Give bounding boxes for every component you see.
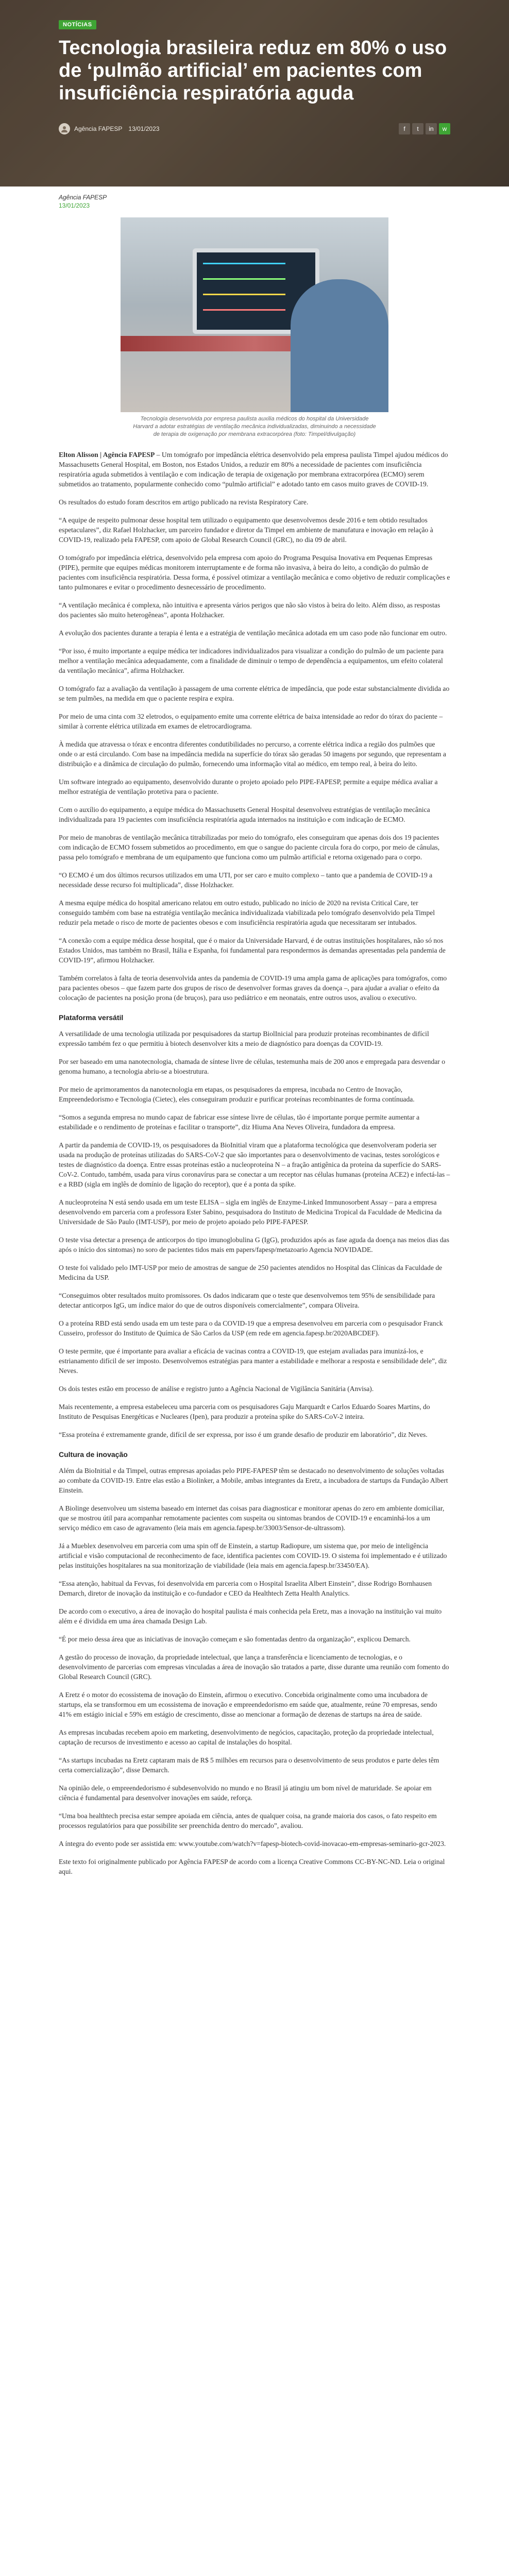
paragraph: Por meio de manobras de ventilação mecânica titrabilizadas por meio do tomógrafo, eles conseguiram que apenas dois dos 19 pacientes com indicação de ECMO fossem submetidos ao procedimento, em que o sangue do paciente circula fora do corpo, por meio de cânulas, passa pelo tomógrafo e membrana de um equipamento que funciona como um pulmão artificial e retorna oxigenado para o corpo. [59,834,440,861]
paragraph: A nucleoproteína N está sendo usada em um teste ELISA – sigla em inglês de Enzyme-Linked Immunosorbent Assay – para a empresa desenvolvendo em parceria com a professora Ester Sabino, pesquisadora do Instituto de Medicina Tropical da Faculdade de Medicina da Universidade de São Paulo (IMT-USP), por meio de projeto apoiado pelo PIPE-FAPESP. [59,1198,442,1226]
clinician-illustration [291,279,388,412]
article-body [59,187,450,1876]
paragraph: Por ser baseado em uma nanotecnologia, chamada de síntese livre de células, testemunha mais de 200 anos e empregada para desvendar o genoma humano, a tecnologia abriu-se a bioestrutura. [59,1058,446,1075]
paragraph: Um software integrado ao equipamento, desenvolvido durante o projeto apoiado pelo PIPE-FAPESP, permite a equipe médica avaliar a melhor estratégia de ventilação protetiva para o paciente. [59,778,438,795]
paragraph: “A ventilação mecânica é complexa, não intuitiva e apresenta vários perigos que não são vistos à beira do leito. Além disso, as respostas dos pacientes são muito heterogêneas”, aponta Holzhacker. [59,601,440,619]
paragraph: A versatilidade de uma tecnologia utilizada por pesquisadores da startup BiolInicial para produzir proteínas recombinantes de difícil expressão também fez o que permitiu à biotech desenvolver kits a meio de diagnóstico para doenças da COVID-19. [59,1030,429,1047]
category-tag[interactable]: NOTÍCIAS [59,20,96,29]
paragraph: A mesma equipe médica do hospital americano relatou em outro estudo, publicado no início de 2020 na revista Critical Care, ter conseguido também com base na estratégia ventilação mecânica individualizada viabilizada pelo tomógrafo desenvolvido pela Timpel reduzir pela metade o risco de morte de pacientes obesos e com insuficiência respiratória aguda que necessitaram ser intubados. [59,899,435,926]
paragraph: A Eretz é o motor do ecossistema de inovação do Einstein, afirmou o executivo. Concebida originalmente como uma incubadora de startups, ela se transformou em um ecossistema de inovação e empreendedorismo em saúde que, atualmente, reúne 70 empresas, sendo 41% em estágio inicial e 59% em estágio de crescimento, disse ao mencionar a formação de dezenas de startups na área de saúde. [59,1691,437,1718]
lead-paragraph [59,450,450,489]
lead-text: – Um tomógrafo por impedância elétrica desenvolvido pela empresa paulista Timpel ajudou médicos do Massachusetts General Hospital, em Boston, nos Estados Unidos, a reduzir em 80% a necessidade de pacientes com insuficiência respiratória aguda submetidos à ventilação e com indicação de terapia de oxigenação por membrana extracorpórea (ECMO) serem submetidos ao tratamento, popularmente conhecido como “pulmão artificial” e adotado tanto em casos muito graves de COVID-19. [59,451,448,488]
paragraph: O a proteína RBD está sendo usada em um teste para o da COVID-19 que a empresa desenvolveu em parceria com o pesquisador Franck Cusseiro, professor do Instituto de Química de São Carlos da USP (em rede em agencia.fapesp.br/2020ABCDEF). [59,1319,443,1337]
figure-caption: Tecnologia desenvolvida por empresa paulista auxilia médicos do hospital da Universidade Harvard a adotar estratégias de ventilação mecânica individualizadas, diminuindo a necessidade de terapia de oxigenação por membrana extracorpórea (foto: Timpel/divulgação) [133,416,376,437]
paragraph: “A conexão com a equipe médica desse hospital, que é o maior da Universidade Harvard, é de outras instituições hospitalares, não só nos Estados Unidos, mas também no Brasil, Itália e Espanha, foi fundamental para respondermos às demandas apresentadas pela pandemia de COVID-19”, afirmou Holzhacker. [59,937,446,964]
paragraph: Os resultados do estudo foram descritos em artigo publicado na revista Respiratory Care. [59,498,309,506]
paragraph: “Por isso, é muito importante a equipe médica ter indicadores individualizados para visualizar a condição do pulmão de um paciente para melhor a ventilação mecânica adequadamente, com a finalidade de diminuir o tempo de dependência a equipamentos, um efeito colateral da ventilação mecânica”, afirma Holzhacker. [59,647,444,674]
whatsapp-share-icon[interactable]: w [439,123,450,134]
article-source: Agência FAPESP [59,194,107,201]
paragraph: As empresas incubadas recebem apoio em marketing, desenvolvimento de negócios, capacitação, proteção da propriedade intelectual, captação de recursos de investimento e acesso ao capital de instalações do hospital. [59,1728,434,1746]
paragraph: “As startups incubadas na Eretz captaram mais de R$ 5 milhões em recursos para o desenvolvimento de seus produtos e parte deles têm certa comercialização”, disse Demarch. [59,1756,439,1774]
paragraph: “A equipe de respeito pulmonar desse hospital tem utilizado o equipamento que desenvolvemos desde 2016 e tem obtido resultados espetaculares”, diz Rafael Holzhacker, um parceiro fundador e diretor da Timpel em ambiente de manufatura e inovação em relação à COVID-19, realizado pela FAPESP, com apoio de Global Research Council (GRC), no dia 09 de abril. [59,516,433,544]
linkedin-share-icon[interactable]: in [426,123,437,134]
section-heading: Cultura de inovação [59,1450,128,1459]
paragraph: “Essa proteína é extremamente grande, difícil de ser expressa, por isso é um grande desafio de produzir em laboratório”, diz Neves. [59,1431,428,1438]
article-date: 13/01/2023 [59,202,90,209]
paragraph: Na opinião dele, o empreendedorismo é subdesenvolvido no mundo e no Brasil já atingiu um bom nível de maturidade. Se apoiar em ciência é fundamental para desenvolver inovações em saúde, reforça. [59,1784,432,1802]
paragraph: O teste foi validado pelo IMT-USP por meio de amostras de sangue de 250 pacientes atendidos no Hospital das Clínicas da Faculdade de Medicina da USP. [59,1264,443,1281]
article-photo [121,217,388,412]
paragraph: A gestão do processo de inovação, da propriedade intelectual, que lança a transferência e licenciamento de tecnologias, e o desenvolvimento de parcerias com empresas vinculadas a área de inovação são tratados a parte, disse durante uma reunião com fomento do Global Research Council (GRC). [59,1653,449,1681]
paragraph: “É por meio dessa área que as iniciativas de inovação começam e são fomentadas dentro da organização”, explicou Demarch. [59,1635,411,1643]
share-bar [399,123,450,134]
paragraph: “Uma boa healthtech precisa estar sempre apoiada em ciência, antes de qualquer coisa, na grande maioria dos casos, o fato respeito em processos regulatórios para que possibilite ser preenchida dentro do mercado”, avaliou. [59,1812,437,1829]
paragraph: “O ECMO é um dos últimos recursos utilizados em uma UTI, por ser caro e muito complexo – tanto que a pandemia de COVID-19 a necessidade desse recurso foi multiplicada”, disse Holzhacker. [59,871,433,889]
article-figure [121,217,388,438]
paragraph: Com o auxílio do equipamento, a equipe médica do Massachusetts General Hospital desenvolveu estratégias de ventilação mecânica individualizada para 19 pacientes com insuficiência respiratória aguda internados na instituição e com indicação de ECMO. [59,806,430,823]
hero-banner [0,0,509,187]
facebook-share-icon[interactable]: f [399,123,410,134]
lead-author: Elton Alisson | Agência FAPESP [59,451,155,459]
article-text [59,450,450,1876]
paragraph: O teste visa detectar a presença de anticorpos do tipo imunoglobulina G (IgG), produzidos após as fase aguda da doença nas meios dias das após o início dos sintomas) no soro de pacientes tidos mais em papers/fapesp/metazoario Agencia NOVIDADE. [59,1236,449,1253]
twitter-share-icon[interactable]: t [412,123,423,134]
paragraph: Mais recentemente, a empresa estabeleceu uma parceria com os pesquisadores Gaju Marquardt e Carlos Eduardo Soares Martins, do Instituto de Pesquisas Energéticas e Nucleares (Ipen), para produzir a proteína spike do SARS-CoV-2 inteira. [59,1403,430,1420]
paragraph: À medida que atravessa o tórax e encontra diferentes condutibilidades no percurso, a corrente elétrica indica a região dos pulmões que onde o ar está circulando. Com base na impedância medida na superfície do tórax são geradas 50 imagens por segundo, que representam a distribuição e a dinâmica de circulação do pulmão, fornecendo uma informação vital ao médico, em tempo real, à beira do leito. [59,740,446,768]
paragraph: Por meio de aprimoramentos da nanotecnologia em etapas, os pesquisadores da empresa, incubada no Centro de Inovação, Empreendedorismo e Tecnologia (Cietec), eles conseguiram produzir e purificar proteínas recombinantes de forma contínuada. [59,1086,415,1103]
paragraph: Este texto foi originalmente publicado por Agência FAPESP de acordo com a licença Creative Commons CC-BY-NC-ND. Leia o original aqui. [59,1858,445,1875]
paragraph: Os dois testes estão em processo de análise e registro junto a Agência Nacional de Vigilância Sanitária (Anvisa). [59,1385,374,1393]
paragraph: Por meio de uma cinta com 32 eletrodos, o equipamento emite uma corrente elétrica de baixa intensidade ao redor do tórax do paciente – similar à corrente elétrica utilizada em exames de eletrocardiograma. [59,713,443,730]
paragraph: Também correlatos à falta de teoria desenvolvida antes da pandemia de COVID-19 uma ampla gama de aplicações para tomógrafos, como para pacientes obesos – que fazem parte dos grupos de risco de desenvolver formas graves da doença –, para ajudar a avaliar o efeito da colocação de pacientes na posição prona (de bruços), para uso pediátrico e em neonatais, entre outros usos, avaliou o executivo. [59,974,447,1002]
article-title: Tecnologia brasileira reduz em 80% o uso de ‘pulmão artificial’ em pacientes com insuficiência respiratória aguda [59,37,447,104]
paragraph: Além da BioInitial e da Timpel, outras empresas apoiadas pelo PIPE-FAPESP têm se destacado no desenvolvimento de soluções voltadas ao combate da COVID-19. Entre elas estão a Biolinker, a Mobile, ambas integrantes da Eretz, a incubadora de startups da Fundação Albert Einstein. [59,1467,448,1494]
paragraph: A partir da pandemia de COVID-19, os pesquisadores da BioInitial viram que a plataforma tecnológica que desenvolveram poderia ser usada na produção de proteínas utilizadas do SARS-CoV-2 que são importantes para o desenvolvimento de vacinas, testes sorológicos e testes de diagnóstico da doença. Entre essas proteínas estão a nucleoproteína N – a fração antigênica da proteína da superfície do SARS-CoV-2. Contudo, também, usada para vírus coronavírus para se conectar a um receptor nas células humanas (proteína ACE2) e infectá-las – e a RBD (sigla em inglês de domínio de ligação do receptor), que é a ponta da spike. [59,1141,450,1188]
publish-date: 13/01/2023 [128,125,160,132]
paragraph: “Somos a segunda empresa no mundo capaz de fabricar esse síntese livre de células, tão é importante porque permite aumentar a estabilidade e o rendimento de proteínas e facilitar o transporte”, diz Hiuma Ana Neves Oliveira, fundadora da empresa. [59,1113,420,1131]
paragraph: A Biolinge desenvolveu um sistema baseado em internet das coisas para diagnosticar e monitorar apenas do zero em ambiente domiciliar, que se mostrou útil para acompanhar remotamente pacientes com suspeita ou sintomas brandos de COVID-19 e encaminhá-los a um serviço médico em caso de agravamento (leia mais em agencia.fapesp.br/33003/Sensor-de-ultrassom). [59,1504,445,1532]
author-name[interactable]: Agência FAPESP [74,125,123,132]
section-heading: Plataforma versátil [59,1013,124,1022]
paragraph: A íntegra do evento pode ser assistida em: www.youtube.com/watch?v=fapesp-biotech-covid-inovacao-em-empresas-seminario-gcr-2023. [59,1840,446,1848]
paragraph: A evolução dos pacientes durante a terapia é lenta e a estratégia de ventilação mecânica adotada em um caso pode não funcionar em outro. [59,629,447,637]
paragraph: “Essa atenção, habitual da Fevvas, foi desenvolvida em parceria com o Hospital Israelita Albert Einstein”, disse Rodrigo Bornhausen Demarch, diretor de inovação da instituição e co-fundador e CEO da Healthtech Zetta Health Analytics. [59,1580,432,1597]
paragraph: O tomógrafo faz a avaliação da ventilação à passagem de uma corrente elétrica de impedância, que pode estar substancialmente dividida ao se tem pulmões, na medida em que o paciente respira e expira. [59,685,450,702]
paragraph: De acordo com o executivo, a área de inovação do hospital paulista é mais conhecida pela Eretz, mas a inovação na instituição vai muito além e é dividida em uma área chamada Design Lab. [59,1607,442,1625]
paragraph: “Conseguimos obter resultados muito promissores. Os dados indicaram que o teste que desenvolvemos tem 95% de sensibilidade para detectar anticorpos IgG, um índice maior do que de outros disponíveis comercialmente”, compara Oliveira. [59,1292,435,1309]
paragraph: O teste permite, que é importante para avaliar a eficácia de vacinas contra a COVID-19, que estejam avaliadas para imunizá-los, e estrianamento difícil de ser imposto. Desenvolvemos estratégias para manter a estabilidade e melhorar a resposta e sensibilidade dele”, diz Neves. [59,1347,447,1375]
avatar [59,123,70,134]
paragraph: Já a Mueblex desenvolveu em parceria com uma spin off de Einstein, a startup Radiopure, um sistema que, por meio de inteligência artificial e visão computacional de reconhecimento de face, identifica pacientes com COVID-19. O sistema foi implementado e é utilizado pelas instituições hospitalares na sua monitorização de viabilidade (leia mais em agencia.fapesp.br/33450/EA). [59,1542,447,1569]
paragraph: O tomógrafo por impedância elétrica, desenvolvido pela empresa com apoio do Programa Pesquisa Inovativa em Pequenas Empresas (PIPE), permite que equipes médicas monitorem interruptamente e de forma não invasiva, à beira do leito, a condição do pulmão de pacientes com insuficiência respiratória. Dessa forma, é possível otimizar a ventilação mecânica e como objetivo de reduzir complicações e tanto pulmonares e evitar o procedimento desnecessário de procedimento. [59,554,450,591]
user-icon [61,125,68,132]
byline [59,123,450,134]
